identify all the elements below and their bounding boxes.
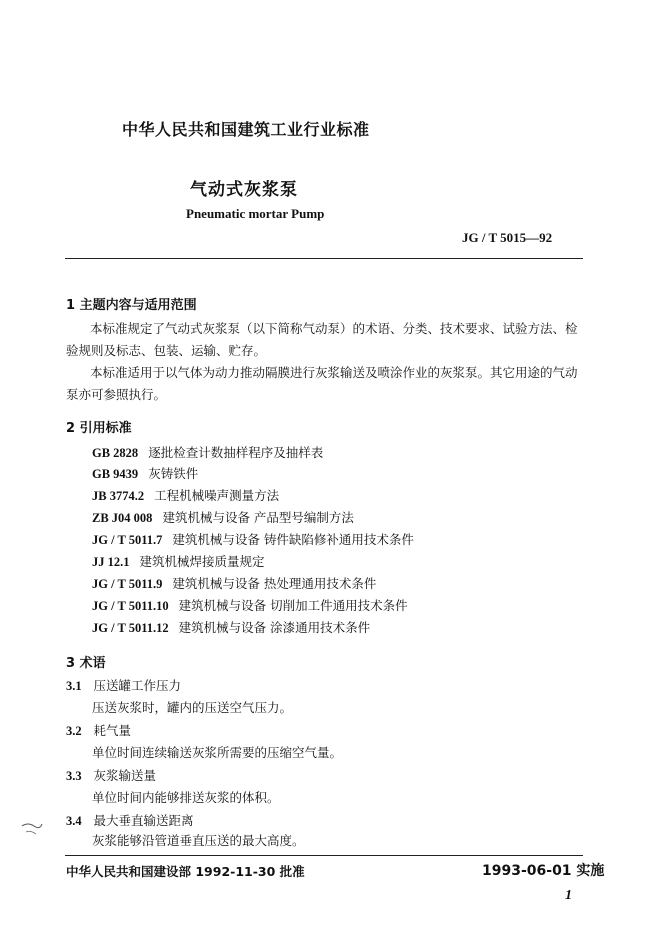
reference-item — [92, 596, 408, 614]
approval-line: 中华人民共和国建设部 1992-11-30 批准 — [66, 864, 305, 879]
reference-item — [92, 552, 265, 570]
term-title: 灰浆输送量 — [93, 768, 157, 783]
issuer-heading: 中华人民共和国建筑工业行业标准 — [122, 120, 370, 139]
section-2-heading: 2 引用标准 — [66, 421, 132, 436]
reference-code: JB 3774.2 — [92, 489, 145, 503]
reference-name: 建筑机械与设备 产品型号编制方法 — [162, 510, 354, 525]
standard-code: JG / T 5015—92 — [462, 230, 553, 245]
reference-item — [92, 618, 370, 636]
reference-code: ZB J04 008 — [92, 511, 153, 525]
term-number: 3.4 — [66, 814, 82, 828]
reference-code: JG / T 5011.7 — [92, 533, 163, 547]
term-definition: 单位时间连续输送灰浆所需要的压缩空气量。 — [92, 745, 343, 760]
footer-divider — [65, 855, 583, 856]
section-1-heading: 1 主题内容与适用范围 — [66, 298, 197, 313]
reference-name: 建筑机械与设备 涂漆通用技术条件 — [178, 620, 371, 635]
reference-name: 灰铸铁件 — [148, 466, 199, 481]
section-3-heading: 3 术语 — [66, 656, 106, 671]
reference-code: GB 2828 — [92, 446, 139, 460]
document-subtitle: Pneumatic mortar Pump — [186, 206, 325, 221]
reference-item — [92, 530, 414, 548]
term-number: 3.1 — [66, 679, 82, 693]
reference-name: 建筑机械与设备 切削加工件通用技术条件 — [178, 598, 408, 613]
reference-code: JG / T 5011.9 — [92, 577, 163, 591]
reference-code: JJ 12.1 — [92, 555, 130, 569]
term-heading — [66, 766, 156, 784]
reference-item — [92, 574, 376, 592]
term-heading — [66, 811, 194, 829]
term-title: 压送罐工作压力 — [93, 678, 182, 693]
term-definition: 灰浆能够沿管道垂直压送的最大高度。 — [92, 833, 305, 848]
reference-name: 建筑机械与设备 铸件缺陷修补通用技术条件 — [172, 532, 414, 547]
reference-item — [92, 486, 279, 504]
section-1-paragraph-1: 本标准规定了气动式灰浆泵（以下简称气动泵）的术语、分类、技术要求、试验方法、检验规则及标志、包装、运输、贮存。 — [66, 321, 578, 358]
reference-code: GB 9439 — [92, 467, 139, 481]
reference-name: 工程机械噪声测量方法 — [154, 488, 280, 503]
reference-code: JG / T 5011.12 — [92, 621, 169, 635]
reference-item — [92, 443, 323, 461]
section-1-paragraph-2: 本标准适用于以气体为动力推动隔膜进行灰浆输送及喷涂作业的灰浆泵。其它用途的气动泵亦可参照执行。 — [66, 365, 578, 402]
reference-name: 逐批检查计数抽样程序及抽样表 — [148, 445, 324, 460]
header-divider — [65, 258, 583, 259]
term-definition: 压送灰浆时，罐内的压送空气压力。 — [92, 700, 293, 715]
reference-item — [92, 464, 198, 482]
page-number: 1 — [565, 888, 572, 903]
term-definition: 单位时间内能够排送灰浆的体积。 — [92, 790, 280, 805]
reference-name: 建筑机械与设备 热处理通用技术条件 — [172, 576, 377, 591]
term-title: 最大垂直输送距离 — [93, 813, 194, 828]
document-title: 气动式灰浆泵 — [190, 180, 298, 200]
term-title: 耗气量 — [93, 723, 132, 738]
term-heading — [66, 676, 181, 694]
reference-code: JG / T 5011.10 — [92, 599, 169, 613]
term-heading — [66, 721, 131, 739]
term-number: 3.2 — [66, 724, 82, 738]
reference-item — [92, 508, 354, 526]
scan-artifact — [20, 820, 44, 844]
term-number: 3.3 — [66, 769, 82, 783]
effective-date: 1993-06-01 实施 — [482, 863, 605, 879]
reference-name: 建筑机械焊接质量规定 — [139, 554, 265, 569]
